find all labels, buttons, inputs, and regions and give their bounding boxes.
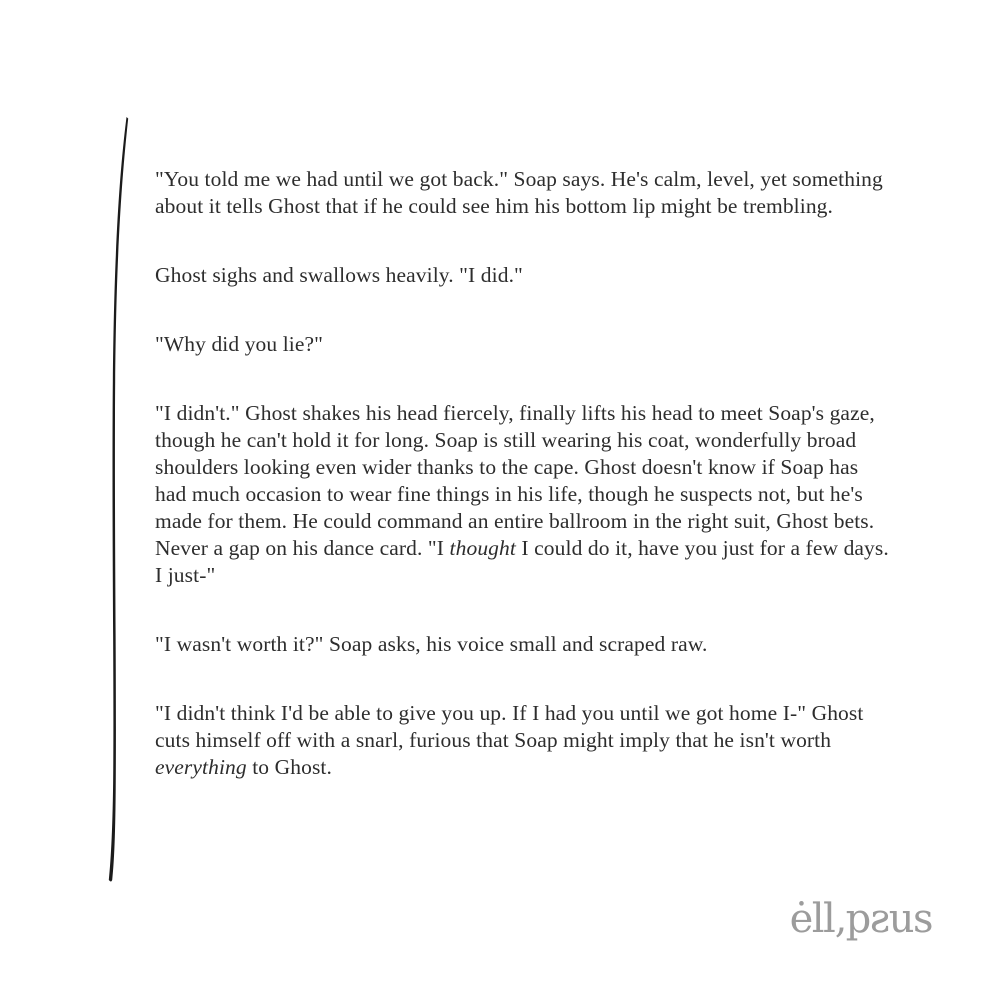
excerpt-text-segment: "Why did you lie?" xyxy=(155,332,324,356)
excerpt-paragraph xyxy=(155,400,893,589)
excerpt-italic-text: everything xyxy=(155,755,247,779)
decorative-ink-stroke xyxy=(98,114,138,889)
excerpt-italic-text: thought xyxy=(449,536,516,560)
excerpt-text-segment: "You told me we had until we got back." Soap says. He's calm, level, yet something about it tells Ghost that if he could see him his bottom lip might be trembling. xyxy=(155,167,883,218)
excerpt-paragraph xyxy=(155,166,893,220)
excerpt-text-segment: I could do it, have you just for a few days. I just-" xyxy=(155,536,889,587)
excerpt-paragraph xyxy=(155,331,893,358)
excerpt-text-segment: "I didn't." Ghost shakes his head fiercely, finally lifts his head to meet Soap's gaze, though he can't hold it for long. Soap is still wearing his coat, wonderfully broad shoulders looking even wider thanks to the cape. Ghost doesn't know if Soap has had much occasion to wear fine things in his life, though he suspects not, but he's made for them. He could command an entire ballroom in the right suit, Ghost bets. Never a gap on his dance card. "I xyxy=(155,401,875,560)
excerpt-text-segment: "I didn't think I'd be able to give you up. If I had you until we got home I-" Ghost cuts himself off with a snarl, furious that Soap might imply that he isn't worth xyxy=(155,701,864,752)
excerpt-text-segment: to Ghost. xyxy=(246,755,332,779)
excerpt-paragraph xyxy=(155,631,893,658)
excerpt-text xyxy=(155,166,893,823)
excerpt-text-segment: "I wasn't worth it?" Soap asks, his voice small and scraped raw. xyxy=(155,632,708,656)
ellipsus-logo: ėll‚pƨus xyxy=(789,896,932,942)
ink-stroke-path xyxy=(109,117,128,882)
excerpt-paragraph xyxy=(155,262,893,289)
excerpt-paragraph xyxy=(155,700,893,781)
excerpt-text-segment: Ghost sighs and swallows heavily. "I did." xyxy=(155,263,523,287)
